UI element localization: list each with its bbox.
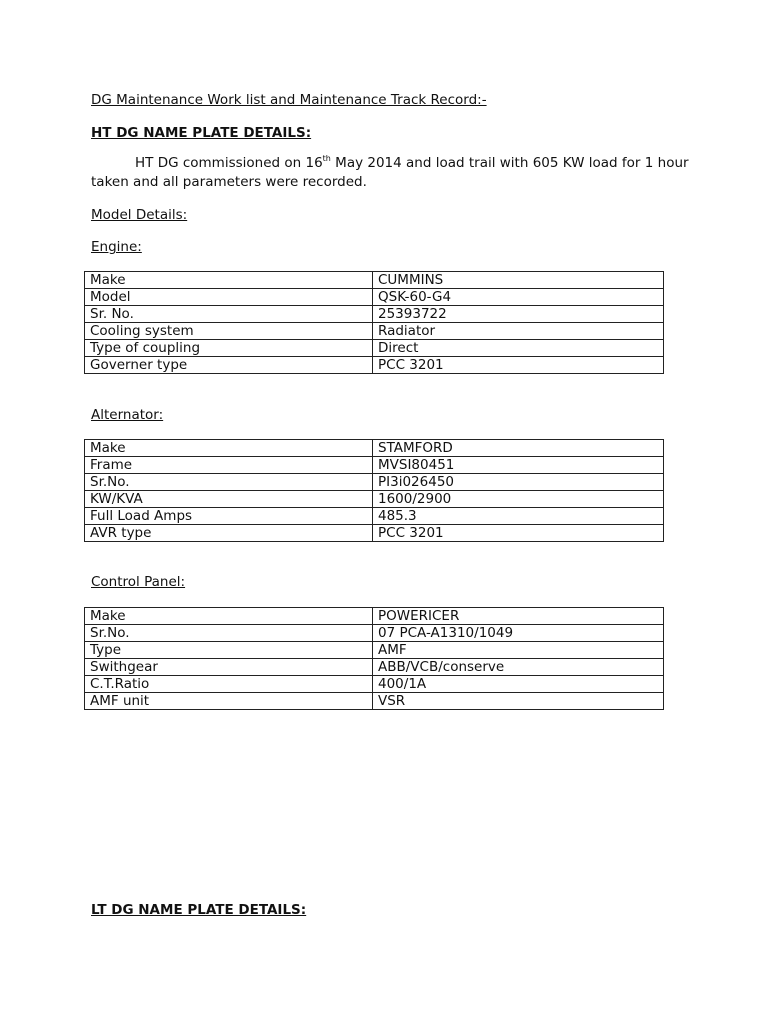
spec-key: KW/KVA [85,491,373,508]
spec-value: 1600/2900 [373,491,664,508]
document-title: DG Maintenance Work list and Maintenance Track Record:- [91,92,487,108]
spec-key: Sr.No. [85,625,373,642]
model-details-label: Model Details: [91,207,188,223]
ht-dg-heading: HT DG NAME PLATE DETAILS: [91,125,312,141]
spec-value: PCC 3201 [373,525,664,542]
table-row [85,323,664,340]
spec-key: Cooling system [85,323,373,340]
table-row [85,457,664,474]
table-row [85,440,664,457]
spec-key: Type [85,642,373,659]
table-row [85,306,664,323]
control-panel-table [84,607,664,710]
spec-value: VSR [373,693,664,710]
spec-key: Frame [85,457,373,474]
table-row [85,508,664,525]
table-row [85,676,664,693]
spec-value: ABB/VCB/conserve [373,659,664,676]
table-row [85,525,664,542]
spec-key: AMF unit [85,693,373,710]
intro-text-end: May 2014 and load trail with 605 KW load for 1 hour taken and all parameters were recorded. [91,155,689,190]
table-row [85,642,664,659]
table-row [85,693,664,710]
spec-value: POWERICER [373,608,664,625]
table-row [85,289,664,306]
engine-label: Engine: [91,239,142,255]
control-panel-label: Control Panel: [91,574,186,590]
spec-key: Make [85,440,373,457]
table-row [85,608,664,625]
spec-value: PCC 3201 [373,357,664,374]
spec-key: Sr. No. [85,306,373,323]
spec-key: Full Load Amps [85,508,373,525]
spec-key: Make [85,608,373,625]
table-row [85,357,664,374]
spec-value: 485.3 [373,508,664,525]
table-row [85,272,664,289]
spec-key: Make [85,272,373,289]
lt-dg-heading: LT DG NAME PLATE DETAILS: [91,902,307,918]
alternator-table [84,439,664,542]
spec-key: Type of coupling [85,340,373,357]
intro-superscript: th [322,154,331,163]
spec-key: Sr.No. [85,474,373,491]
table-row [85,625,664,642]
spec-key: C.T.Ratio [85,676,373,693]
intro-paragraph [91,154,691,192]
spec-value: PI3i026450 [373,474,664,491]
table-row [85,474,664,491]
spec-value: STAMFORD [373,440,664,457]
spec-value: Radiator [373,323,664,340]
table-row [85,659,664,676]
alternator-label: Alternator: [91,407,164,423]
intro-text-start: HT DG commissioned on 16 [135,155,323,171]
spec-value: QSK-60-G4 [373,289,664,306]
spec-key: Swithgear [85,659,373,676]
table-row [85,340,664,357]
spec-value: CUMMINS [373,272,664,289]
spec-key: Governer type [85,357,373,374]
spec-key: Model [85,289,373,306]
spec-value: Direct [373,340,664,357]
engine-table [84,271,664,374]
spec-key: AVR type [85,525,373,542]
spec-value: 400/1A [373,676,664,693]
spec-value: 25393722 [373,306,664,323]
table-row [85,491,664,508]
spec-value: AMF [373,642,664,659]
spec-value: MVSI80451 [373,457,664,474]
spec-value: 07 PCA-A1310/1049 [373,625,664,642]
